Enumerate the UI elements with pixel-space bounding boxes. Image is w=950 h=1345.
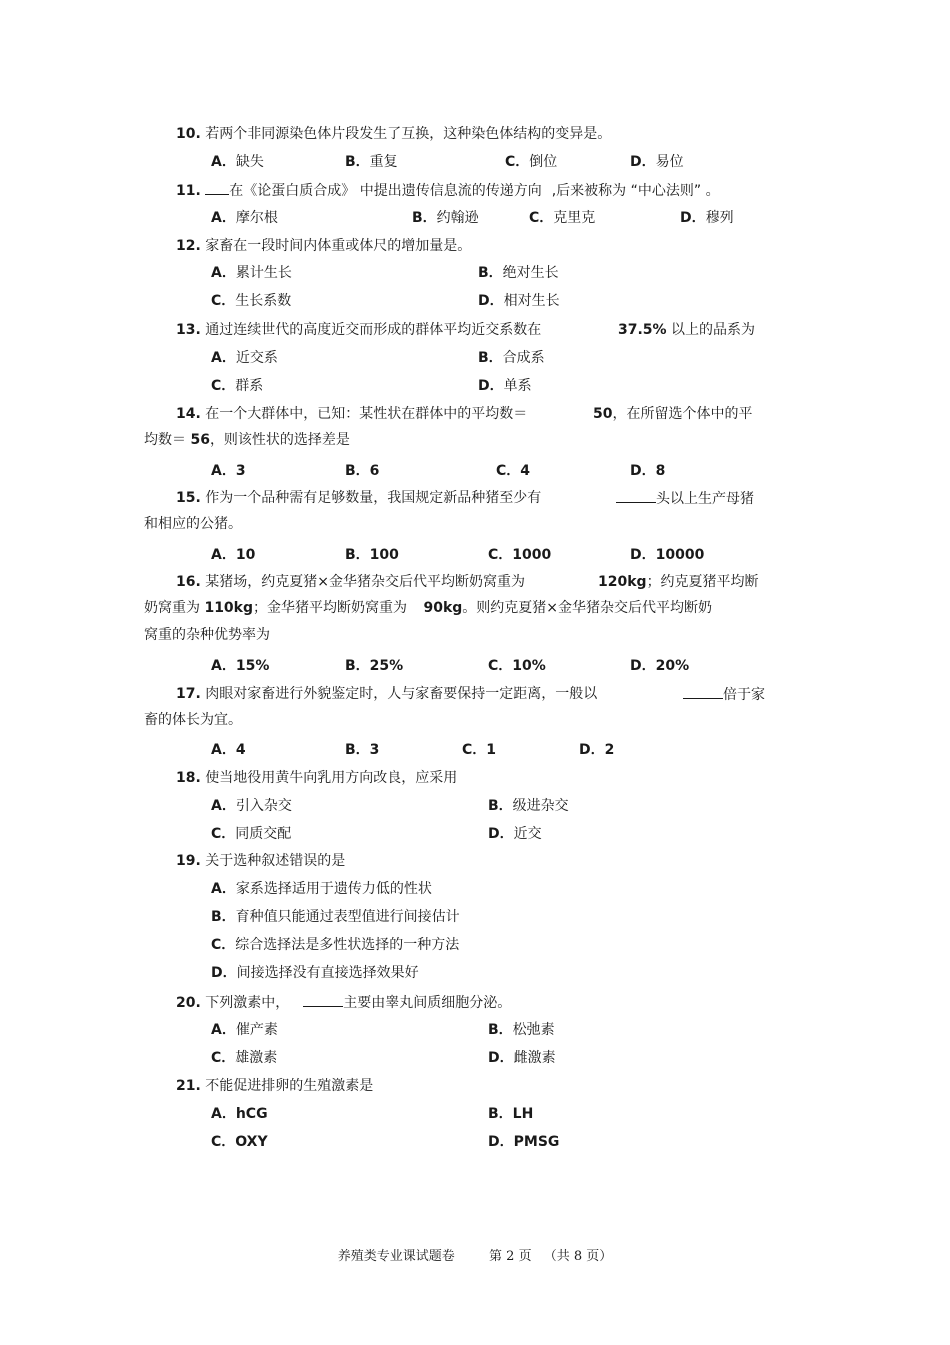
option-letter: D． bbox=[680, 210, 706, 226]
option-text: 近交系 bbox=[235, 350, 278, 366]
option-letter: A． bbox=[211, 463, 236, 479]
option-b bbox=[345, 152, 398, 172]
option-a bbox=[211, 208, 278, 228]
question-16-tail bbox=[598, 572, 759, 592]
option-d bbox=[680, 208, 734, 228]
option-text: LH bbox=[512, 1106, 534, 1122]
option-letter: D． bbox=[630, 463, 656, 479]
option-letter: C． bbox=[462, 742, 487, 758]
option-text: PMSG bbox=[513, 1134, 560, 1150]
option-b bbox=[345, 545, 399, 565]
footer-page-total: （共 8 页） bbox=[543, 1249, 613, 1264]
option-letter: A． bbox=[211, 1106, 236, 1122]
option-letter: B． bbox=[211, 909, 236, 925]
option-letter: A． bbox=[211, 350, 236, 366]
option-text: 雄激素 bbox=[235, 1050, 278, 1066]
question-number: 13. bbox=[176, 322, 201, 338]
option-letter: C． bbox=[211, 1050, 236, 1066]
question-text-tail: 头以上生产母猪 bbox=[656, 491, 754, 507]
question-text: 使当地役用黄牛向乳用方向改良，应采用 bbox=[205, 770, 458, 786]
option-text: 合成系 bbox=[502, 350, 545, 366]
option-text: 10000 bbox=[655, 547, 705, 563]
option-text: 累计生长 bbox=[235, 265, 292, 281]
option-letter: B． bbox=[488, 1106, 513, 1122]
question-19-stem bbox=[176, 851, 345, 871]
option-a bbox=[211, 879, 432, 899]
stem-value: 120kg bbox=[598, 574, 647, 590]
option-letter: D． bbox=[630, 547, 656, 563]
option-text: 1000 bbox=[512, 547, 552, 563]
option-b bbox=[211, 907, 460, 927]
option-letter: A． bbox=[211, 210, 236, 226]
question-text: 作为一个品种需有足够数量，我国规定新品种猪至少有 bbox=[205, 490, 542, 506]
question-16-stem bbox=[176, 572, 525, 592]
option-text: 单系 bbox=[503, 378, 532, 394]
question-text: 均数＝ bbox=[144, 432, 186, 448]
question-12-stem bbox=[176, 236, 471, 256]
option-text: OXY bbox=[235, 1134, 268, 1150]
question-18-stem bbox=[176, 768, 457, 788]
option-letter: C． bbox=[496, 463, 521, 479]
option-c bbox=[211, 1048, 277, 1068]
option-text: 绝对生长 bbox=[502, 265, 559, 281]
option-text: 缺失 bbox=[235, 154, 264, 170]
question-number: 16. bbox=[176, 574, 201, 590]
option-b bbox=[478, 263, 559, 283]
option-text: 克里克 bbox=[553, 210, 596, 226]
question-text: 通过连续世代的高度近交而形成的群体平均近交系数在 bbox=[205, 322, 542, 338]
option-a bbox=[211, 740, 246, 760]
option-text: 1 bbox=[486, 742, 497, 758]
question-17-stem bbox=[176, 684, 597, 704]
question-number: 17. bbox=[176, 686, 201, 702]
option-letter: B． bbox=[345, 742, 370, 758]
option-text: 近交 bbox=[513, 826, 542, 842]
footer-title: 养殖类专业课试题卷 bbox=[337, 1249, 455, 1264]
option-text: 4 bbox=[235, 742, 246, 758]
question-20-stem bbox=[176, 992, 511, 1013]
option-d bbox=[478, 376, 532, 396]
option-letter: A． bbox=[211, 154, 236, 170]
option-text: 2 bbox=[604, 742, 615, 758]
option-b bbox=[488, 1020, 555, 1040]
option-a bbox=[211, 656, 269, 676]
option-text: 约翰逊 bbox=[436, 210, 479, 226]
option-text: 松弛素 bbox=[512, 1022, 555, 1038]
answer-blank bbox=[303, 992, 343, 1007]
question-text-tail: ,后来被称为 “中心法则” 。 bbox=[551, 183, 720, 199]
option-text: 群系 bbox=[235, 378, 264, 394]
question-14-tail bbox=[593, 404, 752, 424]
question-text: 和相应的公猪。 bbox=[144, 516, 242, 532]
question-text-tail: 倍于家 bbox=[723, 687, 765, 703]
question-number: 21. bbox=[176, 1078, 201, 1094]
option-letter: A． bbox=[211, 798, 236, 814]
option-letter: C． bbox=[211, 937, 236, 953]
option-d bbox=[630, 545, 704, 565]
option-letter: D． bbox=[579, 742, 605, 758]
option-a bbox=[211, 796, 292, 816]
option-c bbox=[211, 935, 459, 955]
question-number: 19. bbox=[176, 853, 201, 869]
option-letter: A． bbox=[211, 658, 236, 674]
option-d bbox=[630, 461, 665, 481]
question-14-stem bbox=[176, 404, 527, 424]
option-letter: D． bbox=[488, 1134, 514, 1150]
option-c bbox=[211, 824, 291, 844]
option-letter: D． bbox=[630, 658, 656, 674]
question-text-tail: 主要由睾丸间质细胞分泌。 bbox=[343, 995, 512, 1011]
question-15-line2 bbox=[144, 514, 242, 534]
option-d bbox=[630, 152, 684, 172]
option-text: 100 bbox=[369, 547, 399, 563]
option-a bbox=[211, 545, 255, 565]
question-text: 窝重的杂种优势率为 bbox=[144, 627, 270, 643]
option-b bbox=[345, 656, 403, 676]
option-text: 3 bbox=[369, 742, 380, 758]
option-text: 引入杂交 bbox=[235, 798, 292, 814]
option-d bbox=[488, 1048, 556, 1068]
answer-blank bbox=[616, 488, 656, 503]
option-b bbox=[488, 796, 569, 816]
option-c bbox=[529, 208, 595, 228]
question-text: 奶窝重为 bbox=[144, 600, 200, 616]
answer-blank bbox=[205, 180, 229, 195]
option-d bbox=[579, 740, 614, 760]
page-footer bbox=[0, 1248, 950, 1266]
question-17-tail bbox=[683, 684, 765, 705]
option-letter: B． bbox=[488, 1022, 513, 1038]
question-number: 11. bbox=[176, 183, 201, 199]
question-text: 在《论蛋白质合成》 中提出遗传信息流的传递方向 bbox=[229, 183, 542, 199]
option-letter: B． bbox=[345, 154, 370, 170]
stem-value: 56 bbox=[190, 432, 210, 448]
stem-value: 90kg bbox=[423, 600, 463, 616]
answer-blank bbox=[683, 684, 723, 699]
option-letter: C． bbox=[211, 378, 236, 394]
option-text: 3 bbox=[235, 463, 246, 479]
option-text: 相对生长 bbox=[503, 293, 560, 309]
option-c bbox=[211, 376, 263, 396]
question-text: 下列激素中， bbox=[205, 995, 290, 1011]
option-letter: D． bbox=[630, 154, 656, 170]
option-text: 15% bbox=[235, 658, 270, 674]
question-10-stem bbox=[176, 124, 611, 144]
option-letter: C． bbox=[211, 293, 236, 309]
option-c bbox=[462, 740, 496, 760]
option-letter: A． bbox=[211, 881, 236, 897]
option-letter: D． bbox=[488, 826, 514, 842]
option-letter: B． bbox=[478, 350, 503, 366]
option-c bbox=[488, 545, 551, 565]
option-letter: B． bbox=[488, 798, 513, 814]
question-13-stem bbox=[176, 320, 541, 340]
question-number: 15. bbox=[176, 490, 201, 506]
option-letter: C． bbox=[211, 826, 236, 842]
question-text: 若两个非同源染色体片段发生了互换，这种染色体结构的变异是。 bbox=[205, 126, 612, 142]
option-a bbox=[211, 348, 278, 368]
option-d bbox=[478, 291, 560, 311]
question-13-tail bbox=[618, 320, 755, 340]
question-text-tail: ；约克夏猪平均断 bbox=[646, 574, 759, 590]
question-text-tail: ，在所留选个体中的平 bbox=[612, 406, 753, 422]
option-text: 8 bbox=[655, 463, 666, 479]
question-number: 18. bbox=[176, 770, 201, 786]
option-letter: B． bbox=[478, 265, 503, 281]
question-text: ，则该性状的选择差是 bbox=[209, 432, 350, 448]
question-text: 肉眼对家畜进行外貌鉴定时，人与家畜要保持一定距离，一般以 bbox=[205, 686, 598, 702]
option-text: 生长系数 bbox=[235, 293, 292, 309]
option-text: 间接选择没有直接选择效果好 bbox=[236, 965, 419, 981]
question-15-stem bbox=[176, 488, 541, 508]
option-b bbox=[412, 208, 479, 228]
option-text: 同质交配 bbox=[235, 826, 292, 842]
option-letter: D． bbox=[478, 293, 504, 309]
option-letter: C． bbox=[488, 547, 513, 563]
option-text: 4 bbox=[520, 463, 531, 479]
question-number: 14. bbox=[176, 406, 201, 422]
question-text: 畜的体长为宜。 bbox=[144, 712, 242, 728]
option-letter: D． bbox=[211, 965, 237, 981]
option-a bbox=[211, 1020, 278, 1040]
option-text: 综合选择法是多性状选择的一种方法 bbox=[235, 937, 460, 953]
footer-page-number: 第 2 页 bbox=[489, 1249, 532, 1264]
question-17-line2 bbox=[144, 710, 242, 730]
option-text: 易位 bbox=[655, 154, 684, 170]
option-letter: C． bbox=[211, 1134, 236, 1150]
question-text: 关于选种叙述错误的是 bbox=[205, 853, 346, 869]
question-text: 家畜在一段时间内体重或体尺的增加量是。 bbox=[205, 238, 472, 254]
option-letter: D． bbox=[488, 1050, 514, 1066]
option-c bbox=[211, 291, 291, 311]
question-14-line2 bbox=[144, 430, 350, 450]
question-text: 某猪场，约克夏猪×金华猪杂交后代平均断奶窝重为 bbox=[205, 574, 525, 590]
question-text: 在一个大群体中，已知：某性状在群体中的平均数＝ bbox=[205, 406, 528, 422]
option-c bbox=[488, 656, 546, 676]
option-text: 25% bbox=[369, 658, 404, 674]
option-text: 催产素 bbox=[235, 1022, 278, 1038]
option-text: 摩尔根 bbox=[235, 210, 278, 226]
option-letter: A． bbox=[211, 1022, 236, 1038]
question-text: 不能促进排卵的生殖激素是 bbox=[205, 1078, 374, 1094]
question-16-line3 bbox=[144, 625, 270, 645]
option-letter: A． bbox=[211, 742, 236, 758]
option-text: 6 bbox=[369, 463, 380, 479]
option-letter: C． bbox=[505, 154, 530, 170]
option-text: 20% bbox=[655, 658, 690, 674]
option-letter: D． bbox=[478, 378, 504, 394]
option-letter: B． bbox=[345, 463, 370, 479]
question-number: 12. bbox=[176, 238, 201, 254]
option-a bbox=[211, 461, 246, 481]
option-d bbox=[488, 1132, 559, 1152]
option-text: 重复 bbox=[369, 154, 398, 170]
question-number: 20. bbox=[176, 995, 201, 1011]
option-a bbox=[211, 152, 264, 172]
option-letter: A． bbox=[211, 547, 236, 563]
option-a bbox=[211, 1104, 268, 1124]
option-letter: B． bbox=[345, 658, 370, 674]
option-letter: A． bbox=[211, 265, 236, 281]
option-b bbox=[345, 461, 379, 481]
stem-value: 110kg bbox=[204, 600, 254, 616]
option-text: 级进杂交 bbox=[512, 798, 569, 814]
option-text: 雌激素 bbox=[513, 1050, 556, 1066]
option-b bbox=[488, 1104, 533, 1124]
option-letter: B． bbox=[345, 547, 370, 563]
option-letter: C． bbox=[488, 658, 513, 674]
option-c bbox=[496, 461, 530, 481]
option-text: 穆列 bbox=[705, 210, 734, 226]
option-letter: B． bbox=[412, 210, 437, 226]
option-b bbox=[345, 740, 379, 760]
option-letter: C． bbox=[529, 210, 554, 226]
option-d bbox=[211, 963, 419, 983]
option-text: 育种值只能通过表型值进行间接估计 bbox=[235, 909, 460, 925]
question-text: ；金华猪平均断奶窝重为 bbox=[253, 600, 408, 616]
option-text: 倒位 bbox=[529, 154, 558, 170]
question-21-stem bbox=[176, 1076, 373, 1096]
stem-value: 50 bbox=[593, 406, 613, 422]
option-text: hCG bbox=[235, 1106, 268, 1122]
option-d bbox=[488, 824, 542, 844]
option-a bbox=[211, 263, 292, 283]
question-text-tail: 以上的品系为 bbox=[671, 322, 756, 338]
option-text: 10 bbox=[235, 547, 256, 563]
option-text: 家系选择适用于遗传力低的性状 bbox=[235, 881, 432, 897]
option-c bbox=[211, 1132, 268, 1152]
option-c bbox=[505, 152, 557, 172]
question-15-tail bbox=[616, 488, 754, 509]
question-number: 10. bbox=[176, 126, 201, 142]
question-11-stem bbox=[176, 180, 720, 201]
stem-value: 37.5% bbox=[618, 322, 667, 338]
question-16-line2 bbox=[144, 598, 712, 618]
option-d bbox=[630, 656, 689, 676]
option-b bbox=[478, 348, 545, 368]
question-text: 。则约克夏猪×金华猪杂交后代平均断奶 bbox=[462, 600, 713, 616]
option-text: 10% bbox=[512, 658, 546, 674]
